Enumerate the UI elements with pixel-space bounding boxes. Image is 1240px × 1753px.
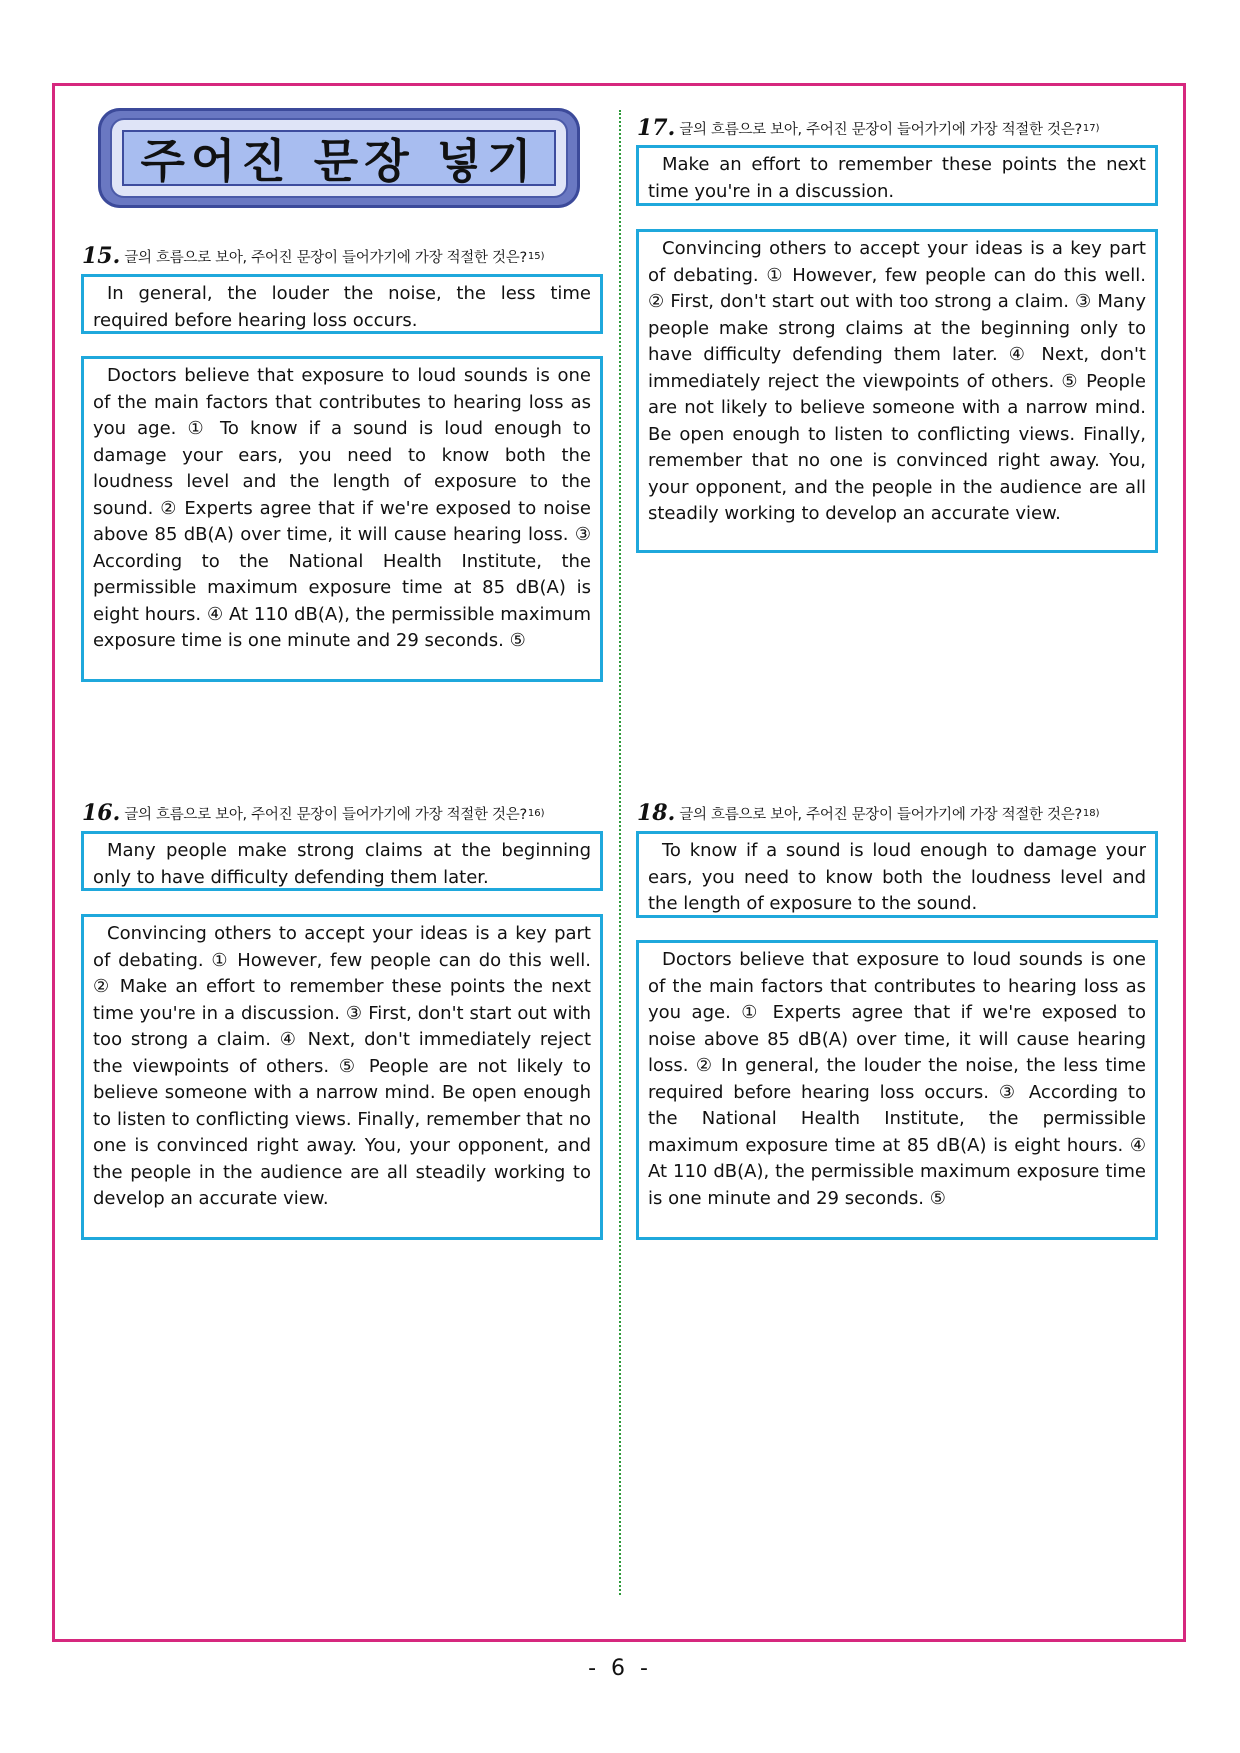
passage-box-16 bbox=[81, 914, 603, 1240]
page-number: - 6 - bbox=[588, 1656, 652, 1681]
question-prompt: 글의 흐름으로 보아, 주어진 문장이 들어가기에 가장 적절한 것은? bbox=[679, 121, 1082, 138]
question-prompt: 글의 흐름으로 보아, 주어진 문장이 들어가기에 가장 적절한 것은? bbox=[679, 806, 1082, 823]
footnote-mark: 16) bbox=[527, 807, 545, 819]
given-sentence: Many people make strong claims at the beginning only to have difficulty defending them later. bbox=[93, 840, 591, 888]
given-sentence-box-15 bbox=[81, 274, 603, 334]
passage-box-17 bbox=[636, 229, 1158, 553]
question-header-17 bbox=[637, 113, 1099, 143]
given-sentence-box-18 bbox=[636, 831, 1158, 918]
passage-text: Convincing others to accept your ideas is a key part of debating. ① However, few people can do this well. ② First, don't start out with too strong a claim. ③ Many people make strong claims at the beginning only to have difficulty defending them later. ④ Next, don't immediately reject the viewpoints of others. ⑤ People are not likely to believe someone with a narrow mind. Be open enough to listen to conflicting views. Finally, remember that no one is convinced right away. You, your opponent, and the people in the audience are all steadily working to develop an accurate view. bbox=[648, 238, 1146, 524]
question-header-16 bbox=[82, 798, 544, 828]
passage-box-18 bbox=[636, 940, 1158, 1240]
question-number: 17. bbox=[637, 115, 676, 141]
passage-text: Convincing others to accept your ideas is a key part of debating. ① However, few people can do this well. ② Make an effort to remember these points the next time you're in a discussion. ③ First, don't start out with too strong a claim. ④ Next, don't immediately reject the viewpoints of others. ⑤ People are not likely to believe someone with a narrow mind. Be open enough to listen to conflicting views. Finally, remember that no one is convinced right away. You, your opponent, and the people in the audience are all steadily working to develop an accurate view. bbox=[93, 923, 591, 1209]
section-title-badge bbox=[98, 108, 580, 208]
question-number: 15. bbox=[82, 243, 121, 269]
footnote-mark: 15) bbox=[527, 250, 545, 262]
passage-box-15 bbox=[81, 356, 603, 682]
question-number: 18. bbox=[637, 800, 676, 826]
section-title: 주어진 문장 넣기 bbox=[122, 130, 556, 186]
given-sentence: Make an effort to remember these points the next time you're in a discussion. bbox=[648, 154, 1146, 202]
question-prompt: 글의 흐름으로 보아, 주어진 문장이 들어가기에 가장 적절한 것은? bbox=[124, 249, 527, 266]
section-title-inner bbox=[110, 118, 568, 198]
question-header-15 bbox=[82, 241, 544, 271]
passage-text: Doctors believe that exposure to loud sounds is one of the main factors that contributes to hearing loss as you age. ① To know if a sound is loud enough to damage your ears, you need to know both the loudness level and the length of exposure to the sound. ② Experts agree that if we're exposed to noise above 85 dB(A) over time, it will cause hearing loss. ③ According to the National Health Institute, the permissible maximum exposure time at 85 dB(A) is eight hours. ④ At 110 dB(A), the permissible maximum exposure time is one minute and 29 seconds. ⑤ bbox=[93, 365, 591, 651]
given-sentence-box-16 bbox=[81, 831, 603, 891]
question-header-18 bbox=[637, 798, 1099, 828]
given-sentence-box-17 bbox=[636, 145, 1158, 206]
passage-text: Doctors believe that exposure to loud sounds is one of the main factors that contributes to hearing loss as you age. ① Experts agree that if we're exposed to noise above 85 dB(A) over time, it will cause hearing loss. ② In general, the louder the noise, the less time required before hearing loss occurs. ③ According to the National Health Institute, the permissible maximum exposure time at 85 dB(A) is eight hours. ④ At 110 dB(A), the permissible maximum exposure time is one minute and 29 seconds. ⑤ bbox=[648, 949, 1146, 1209]
given-sentence: In general, the louder the noise, the less time required before hearing loss occurs. bbox=[93, 283, 591, 331]
footnote-mark: 18) bbox=[1082, 807, 1100, 819]
question-prompt: 글의 흐름으로 보아, 주어진 문장이 들어가기에 가장 적절한 것은? bbox=[124, 806, 527, 823]
given-sentence: To know if a sound is loud enough to damage your ears, you need to know both the loudness level and the length of exposure to the sound. bbox=[648, 840, 1146, 914]
footnote-mark: 17) bbox=[1082, 122, 1100, 134]
question-number: 16. bbox=[82, 800, 121, 826]
column-divider bbox=[619, 110, 621, 1595]
